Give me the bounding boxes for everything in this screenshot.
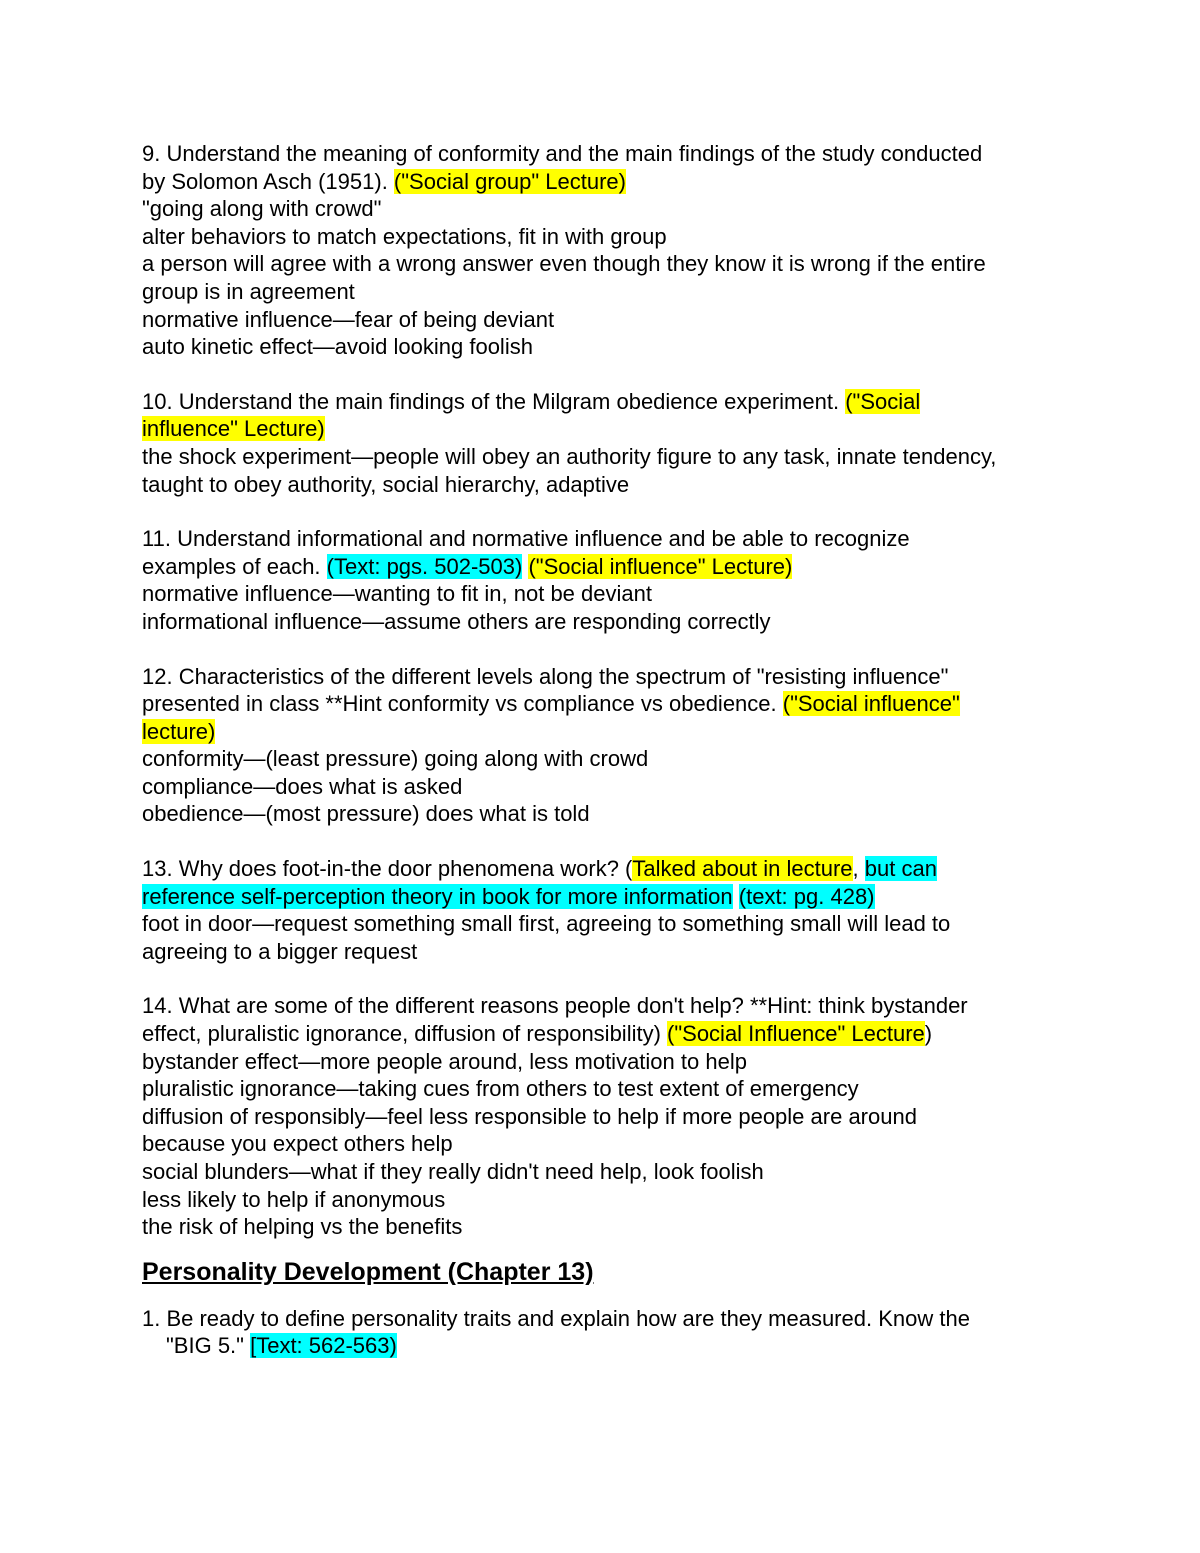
question-9-text: by Solomon Asch (1951).: [142, 168, 394, 194]
answer-note: foot in door—request something small first, agreeing to something small will lead to: [142, 911, 951, 937]
document-body: [142, 140, 1072, 1360]
question-11-text: examples of each.: [142, 553, 327, 579]
textbook-reference: reference self-perception theory in book for more information: [142, 883, 733, 909]
paragraph-gap: [142, 361, 1072, 388]
answer-note: informational influence—assume others are responding correctly: [142, 608, 771, 634]
question-12: [142, 663, 1072, 829]
question-13-text-line-2: [142, 883, 1072, 911]
answer-note: taught to obey authority, social hierarchy, adaptive: [142, 471, 630, 497]
paragraph-gap: [142, 636, 1072, 663]
textbook-reference: (Text: pgs. 502-503): [326, 553, 523, 579]
personality-question-1: [142, 1305, 1072, 1360]
answer-note: agreeing to a bigger request: [142, 938, 418, 964]
answer-note: bystander effect—more people around, less motivation to help: [142, 1048, 747, 1074]
question-9-text-line-1: 9. Understand the meaning of conformity and the main findings of the study conducted: [142, 141, 983, 166]
answer-note: compliance—does what is asked: [142, 773, 463, 799]
question-13: [142, 855, 1072, 965]
personality-question-1-line-2: [142, 1332, 1072, 1360]
separator-text: ,: [852, 856, 865, 882]
section-heading: Personality Development (Chapter 13): [142, 1257, 594, 1286]
question-11-text-line-2: [142, 553, 1072, 581]
question-10: [142, 388, 1072, 498]
question-14-text-end: ): [924, 1021, 933, 1047]
answer-note: a person will agree with a wrong answer even though they know it is wrong if the entire: [142, 251, 986, 277]
textbook-reference: (text: pg. 428): [738, 883, 875, 909]
question-13-text-line-1: [142, 855, 1072, 883]
answer-note: normative influence—wanting to fit in, not be deviant: [142, 581, 652, 607]
lecture-reference: ("Social influence": [782, 691, 960, 717]
answer-note: conformity—(least pressure) going along with crowd: [142, 746, 649, 772]
answer-note: pluralistic ignorance—taking cues from others to test extent of emergency: [142, 1076, 859, 1102]
lecture-reference: Talked about in lecture: [632, 856, 853, 882]
lecture-reference: ("Social influence" Lecture): [528, 553, 793, 579]
lecture-reference: ("Social: [845, 388, 921, 414]
question-12-text-line-2: [142, 690, 1072, 718]
answer-note: diffusion of responsibly—feel less responsible to help if more people are around: [142, 1103, 917, 1129]
answer-note: "going along with crowd": [142, 196, 382, 222]
question-10-text: 10. Understand the main findings of the Milgram obedience experiment.: [142, 388, 846, 414]
separator-text: [733, 884, 739, 909]
answer-note: the risk of helping vs the benefits: [142, 1214, 463, 1240]
personality-question-1-text: "BIG 5.": [166, 1333, 251, 1359]
question-13-text: 13. Why does foot-in-the door phenomena work? (: [142, 856, 633, 882]
question-12-text-line-3: [142, 718, 1072, 746]
answer-note: social blunders—what if they really didn't need help, look foolish: [142, 1159, 764, 1184]
paragraph-gap: [142, 965, 1072, 992]
personality-question-1-line-1: 1. Be ready to define personality traits and explain how are they measured. Know the: [142, 1305, 970, 1331]
question-12-text: presented in class **Hint conformity vs compliance vs obedience.: [142, 691, 783, 717]
textbook-reference: [Text: 562-563): [250, 1333, 397, 1359]
question-14: [142, 992, 1072, 1240]
textbook-reference: but can: [864, 856, 937, 882]
answer-note: normative influence—fear of being deviant: [142, 306, 555, 332]
answer-note: group is in agreement: [142, 278, 355, 304]
answer-note: less likely to help if anonymous: [142, 1186, 446, 1212]
lecture-reference: influence" Lecture): [142, 416, 325, 442]
question-14-text-line-2: [142, 1020, 1072, 1048]
question-11: [142, 525, 1072, 635]
question-10-text-line-1: [142, 388, 1072, 416]
answer-note: alter behaviors to match expectations, fit in with group: [142, 223, 667, 249]
answer-note: obedience—(most pressure) does what is told: [142, 801, 590, 827]
lecture-reference: ("Social Influence" Lecture: [667, 1021, 925, 1047]
question-14-text: effect, pluralistic ignorance, diffusion of responsibility): [142, 1021, 668, 1047]
question-14-text-line-1: 14. What are some of the different reasons people don't help? **Hint: think bystander: [142, 993, 968, 1019]
answer-note: auto kinetic effect—avoid looking foolish: [142, 334, 533, 360]
paragraph-gap: [142, 828, 1072, 855]
question-12-text-line-1: 12. Characteristics of the different levels along the spectrum of "resisting influence": [142, 663, 949, 689]
question-9: [142, 140, 1072, 361]
question-10-text-line-2: [142, 415, 1072, 443]
lecture-reference: ("Social group" Lecture): [393, 168, 626, 194]
lecture-reference: lecture): [142, 718, 216, 744]
question-9-text-line-2: [142, 168, 1072, 196]
answer-note: because you expect others help: [142, 1131, 453, 1157]
paragraph-gap: [142, 498, 1072, 525]
answer-note: the shock experiment—people will obey an authority figure to any task, innate tendency,: [142, 443, 997, 469]
question-11-text-line-1: 11. Understand informational and normative influence and be able to recognize: [142, 526, 910, 552]
